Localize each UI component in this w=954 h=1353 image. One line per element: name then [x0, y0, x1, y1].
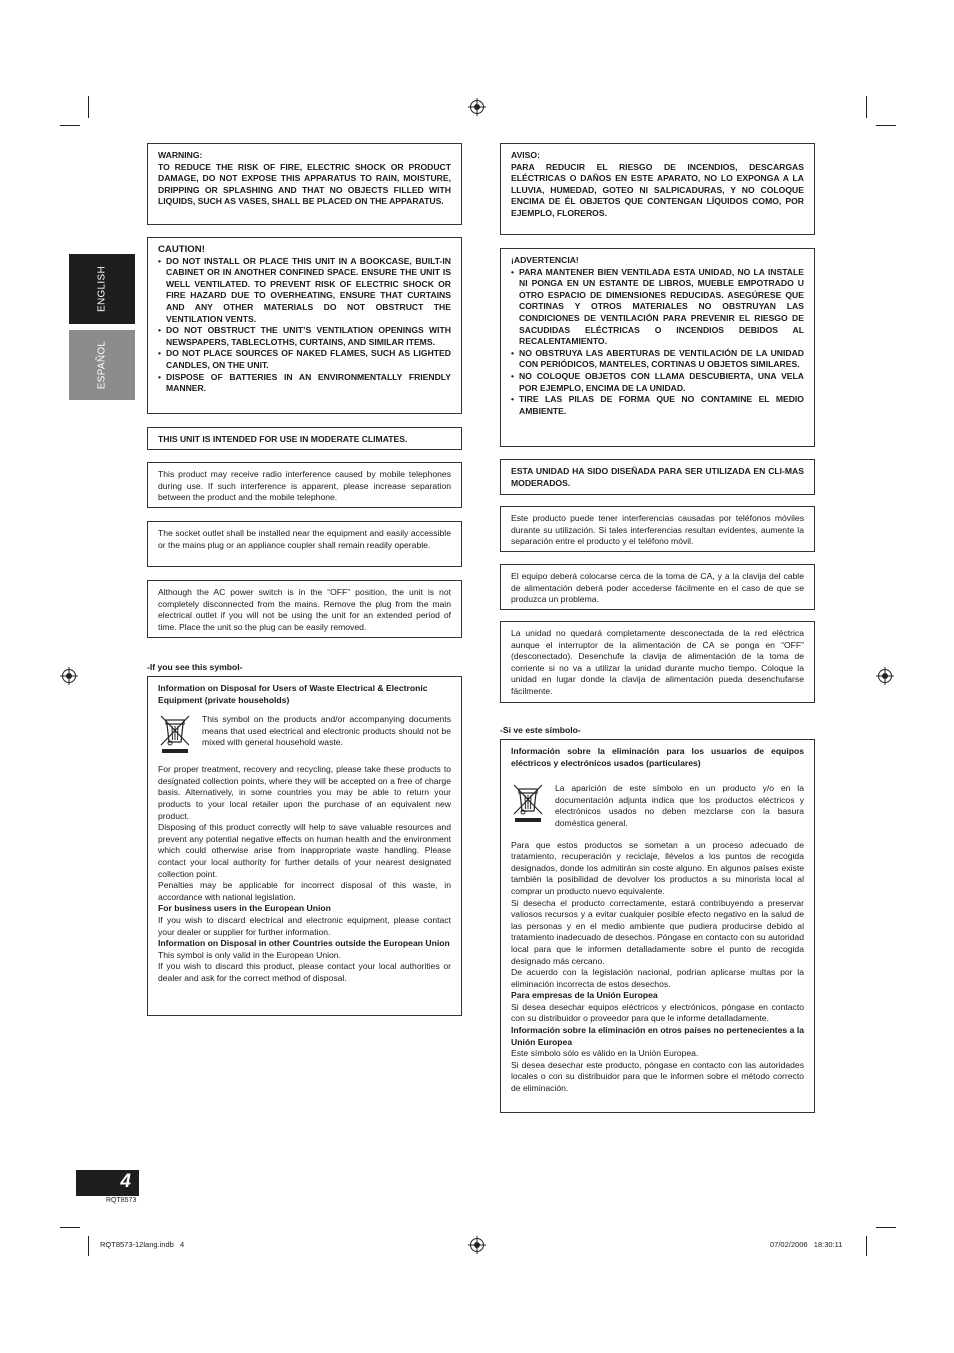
- crop-mark: [60, 1227, 80, 1228]
- list-item: • DO NOT INSTALL OR PLACE THIS UNIT IN A BOOKCASE, BUILT-IN CABINET OR IN ANOTHER CONFINED SPACE. ENSURE THE UNIT IS WELL VENTILATED. TO PREVENT RISK OF ELECTRIC SHOCK OR FIRE HAZARD DUE TO OVERHEATING, ENSURE THAT CURTAINS AND ANY OTHER MATERIALS DO NOT OBSTRUCT THE VENTILATION VENTS.: [158, 256, 451, 326]
- crop-mark: [88, 96, 89, 118]
- caution-box: [147, 237, 462, 414]
- page-code: RQT8573: [106, 1197, 137, 1204]
- crop-mark: [876, 1227, 896, 1228]
- registration-mark-icon: [470, 1238, 484, 1252]
- socket-text: The socket outlet shall be installed near the equipment and easily accessible or the mains plug or an appliance coupler shall remain readily operable.: [158, 528, 451, 550]
- socket-box-es: [500, 564, 815, 610]
- list-item: • NO COLOQUE OBJETOS CON LLAMA DESCUBIERTA, UNA VELA POR EJEMPLO, ENCIMA DE LA UNIDAD.: [511, 371, 804, 394]
- socket-text-es: El equipo deberá colocarse cerca de la toma de CA, y a la clavija del cable de alimentación deberá poder accederse fácilmente en el caso de que se produzca un problema.: [511, 571, 804, 605]
- list-item: • PARA MANTENER BIEN VENTILADA ESTA UNIDAD, NO LA INSTALE NI PONGA EN UN ESTANTE DE LIBROS, MUEBLE EMPOTRADO U OTRO ESPACIO DE DIMENSIONES REDUCIDAS. ASEGÚRESE QUE CORTINAS Y OTROS MATERIALES NO OBSTRUYAN LAS CONDICIONES DE VENTILACIÓN PARA PREVENIR EL RIESGO DE SACUDIDAS ELÉCTRICAS O INCENDIOS DEBIDOS AL RECALENTAMIENTO.: [511, 267, 804, 348]
- power-switch-box-es: [500, 621, 815, 703]
- list-item: • TIRE LAS PILAS DE FORMA QUE NO CONTAMINE EL MEDIO AMBIENTE.: [511, 394, 804, 417]
- crop-mark: [866, 96, 867, 118]
- climate-text-es: ESTA UNIDAD HA SIDO DISEÑADA PARA SER UTILIZADA EN CLI-MAS MODERADOS.: [511, 466, 804, 488]
- business-title: For business users in the European Union: [158, 903, 331, 914]
- other-countries-text: This symbol is only valid in the European Union.: [158, 949, 341, 960]
- socket-box: [147, 521, 462, 567]
- footer-file: RQT8573-12lang.indb 4: [100, 1240, 185, 1249]
- climate-box: [147, 427, 462, 450]
- power-switch-box: [147, 580, 462, 638]
- business-title-es: Para empresas de la Unión Europea: [511, 990, 658, 1001]
- interference-box: [147, 462, 462, 508]
- tab-english[interactable]: [69, 254, 135, 324]
- warning-text: TO REDUCE THE RISK OF FIRE, ELECTRIC SHOCK OR PRODUCT DAMAGE, DO NOT EXPOSE THIS APPARATUS TO RAIN, MOISTURE, DRIPPING OR SPLASHING AND THAT NO OBJECTS FILLED WITH LIQUIDS, SUCH AS VASES, SHALL BE PLACED ON THE APPARATUS.: [158, 161, 451, 207]
- page-number: 4: [120, 1171, 131, 1192]
- other-countries-title: Information on Disposal in other Countries outside the European Union: [158, 938, 450, 949]
- caution-list: [158, 256, 451, 395]
- disposal-paragraph: Penalties may be applicable for incorrect disposal of this waste, in accordance with national legislation.: [158, 880, 451, 902]
- aviso-title: AVISO:: [511, 150, 540, 160]
- other-countries-text: If you wish to discard this product, please contact your local authorities or dealer and ask for the correct method of disposal.: [158, 961, 451, 983]
- caution-title: CAUTION!: [158, 244, 205, 255]
- tab-espanol[interactable]: [69, 330, 135, 400]
- disposal-title: Information on Disposal for Users of Waste Electrical & Electronic Equipment (private households): [158, 683, 428, 705]
- tab-english-label: ENGLISH: [96, 265, 108, 313]
- warning-title: WARNING:: [158, 150, 203, 160]
- climate-box-es: [500, 459, 815, 495]
- crop-mark: [876, 125, 896, 126]
- registration-mark-icon: [878, 669, 892, 683]
- business-text-es: Si desea desechar equipos eléctricos y electrónicos, póngase en contacto con su distribuidor o proveedor para que le informe detalladamente.: [511, 1001, 804, 1024]
- symbol-label-es: -Si ve este símbolo-: [500, 725, 581, 735]
- advertencia-list: [511, 267, 804, 418]
- interference-text: This product may receive radio interference caused by mobile telephones during use. If such interference is apparent, please increase separation between the product and the mobile telephone.: [158, 469, 451, 503]
- other-countries-text-es: Este símbolo sólo es válido en la Unión Europea.: [511, 1048, 699, 1059]
- crop-mark: [88, 1236, 89, 1256]
- tab-espanol-label: ESPAÑOL: [96, 340, 108, 390]
- crossed-bin-icon: [158, 712, 194, 754]
- business-text: If you wish to discard electrical and electronic equipment, please contact your dealer or supplier for further information.: [158, 914, 451, 937]
- list-item: • DISPOSE OF BATTERIES IN AN ENVIRONMENTALLY FRIENDLY MANNER.: [158, 372, 451, 395]
- interference-text-es: Este producto puede tener interferencias causadas por teléfonos móviles durante su utilización. Si tales interferencias resultan evidentes, aumente la separación entre el producto y el teléfono móvil.: [511, 513, 804, 547]
- footer-timestamp: 07/02/2006 18:30:11: [770, 1240, 843, 1249]
- disposal-paragraph: De acuerdo con la legislación nacional, podrían aplicarse multas por la eliminación incorrecta de estos desechos.: [511, 967, 804, 989]
- aviso-box: [500, 143, 815, 235]
- power-switch-text-es: La unidad no quedará completamente desconectada de la red eléctrica aunque el interruptor de la alimentación de CA se ponga en “OFF” (desconectado). Desenchufe la clavija de alimentación de la toma de corriente si no va a utilizar la unidad durante mucho tiempo. Coloque la unidad en lugar donde la clavija de alimentación pueda desenchufarse fácilmente.: [511, 628, 804, 696]
- registration-mark-icon: [62, 669, 76, 683]
- list-item: • NO OBSTRUYA LAS ABERTURAS DE VENTILACIÓN DE LA UNIDAD CON PERIÓDICOS, MANTELES, CORTINAS U OBJETOS SIMILARES.: [511, 348, 804, 371]
- disposal-symbol-text: This symbol on the products and/or accompanying documents means that used electrical and electronic products should not be mixed with general household waste.: [202, 714, 451, 748]
- disposal-paragraph: For proper treatment, recovery and recycling, please take these products to designated collection points, where they will be accepted on a free of charge basis. Alternatively, in some countries you may be able to return your products to your local retailer upon the purchase of an equivalent new product.: [158, 764, 451, 821]
- disposal-paragraph: Si desecha el producto correctamente, estará contribuyendo a preservar valiosos recursos y a evitar cualquier posible efecto negativo en la salud de las personas y en el medio ambiente que pudiera producirse debido al tratamiento inadecuado de desechos. Póngase en contacto con su autoridad local para que le informen detalladamente sobre el punto de recogida designado más cercano.: [511, 897, 804, 966]
- disposal-box: [147, 676, 462, 1016]
- advertencia-box: [500, 248, 815, 447]
- aviso-text: PARA REDUCIR EL RIESGO DE INCENDIOS, DESCARGAS ELÉCTRICAS O DAÑOS EN ESTE APARATO, NO LO EXPONGA A LA LLUVIA, HUMEDAD, GOTEO NI SALPICADURAS, Y NO COLOQUE ENCIMA DE ÉL OBJETOS QUE CONTENGAN LÍQUIDOS COMO, POR EJEMPLO, FLOREROS.: [511, 161, 804, 218]
- power-switch-text: Although the AC power switch is in the “OFF” position, the unit is not completely disconnected from the mains. Remove the plug from the main electrical outlet if you will not be using the unit for an extended period of time. Place the unit so the plug can be easily removed.: [158, 587, 451, 632]
- disposal-symbol-text-es: La aparición de este símbolo en un producto y/o en la documentación adjunta indica que los productos eléctricos y electrónicos usados no deben mezclarse con la basura doméstica general.: [555, 783, 804, 828]
- page-number-badge: [76, 1170, 139, 1196]
- climate-text: THIS UNIT IS INTENDED FOR USE IN MODERATE CLIMATES.: [158, 434, 408, 444]
- list-item: • DO NOT OBSTRUCT THE UNIT’S VENTILATION OPENINGS WITH NEWSPAPERS, TABLECLOTHS, CURTAINS, AND SIMILAR ITEMS.: [158, 325, 451, 348]
- crossed-bin-icon: [511, 781, 547, 823]
- disposal-symbol-row-es: [511, 783, 804, 829]
- list-item: • DO NOT PLACE SOURCES OF NAKED FLAMES, SUCH AS LIGHTED CANDLES, ON THE UNIT.: [158, 348, 451, 371]
- crop-mark: [60, 125, 80, 126]
- disposal-paragraph: Para que estos productos se sometan a un proceso adecuado de tratamiento, recuperación y reciclaje, llévelos a los puntos de recogida designados, donde los admitirán sin coste alguno. En algunos países existe también la posibilidad de devolver los productos a su minorista local al comprar un producto nuevo equivalente.: [511, 839, 804, 896]
- disposal-symbol-row: [158, 714, 451, 754]
- warning-box: [147, 143, 462, 225]
- interference-box-es: [500, 506, 815, 552]
- registration-mark-icon: [470, 100, 484, 114]
- disposal-title-es: Información sobre la eliminación para los usuarios de equipos eléctricos y electrónicos usados (particulares): [511, 746, 804, 768]
- disposal-paragraph: Disposing of this product correctly will help to save valuable resources and prevent any potential negative effects on human health and the environment which could otherwise arise from inappropriate waste handling. Please contact your local authority for further details of your nearest designated collection point.: [158, 822, 451, 879]
- crop-mark: [866, 1236, 867, 1256]
- symbol-label: -If you see this symbol-: [147, 662, 243, 672]
- advertencia-title: ¡ADVERTENCIA!: [511, 255, 579, 265]
- other-countries-text-es: Si desea desechar este producto, póngase en contacto con las autoridades locales o con su distribuidor para que le informen sobre el método correcto de eliminación.: [511, 1059, 804, 1094]
- other-countries-title-es: Información sobre la eliminación en otros países no pertenecientes a la Unión Europea: [511, 1025, 804, 1047]
- disposal-box-es: [500, 739, 815, 1113]
